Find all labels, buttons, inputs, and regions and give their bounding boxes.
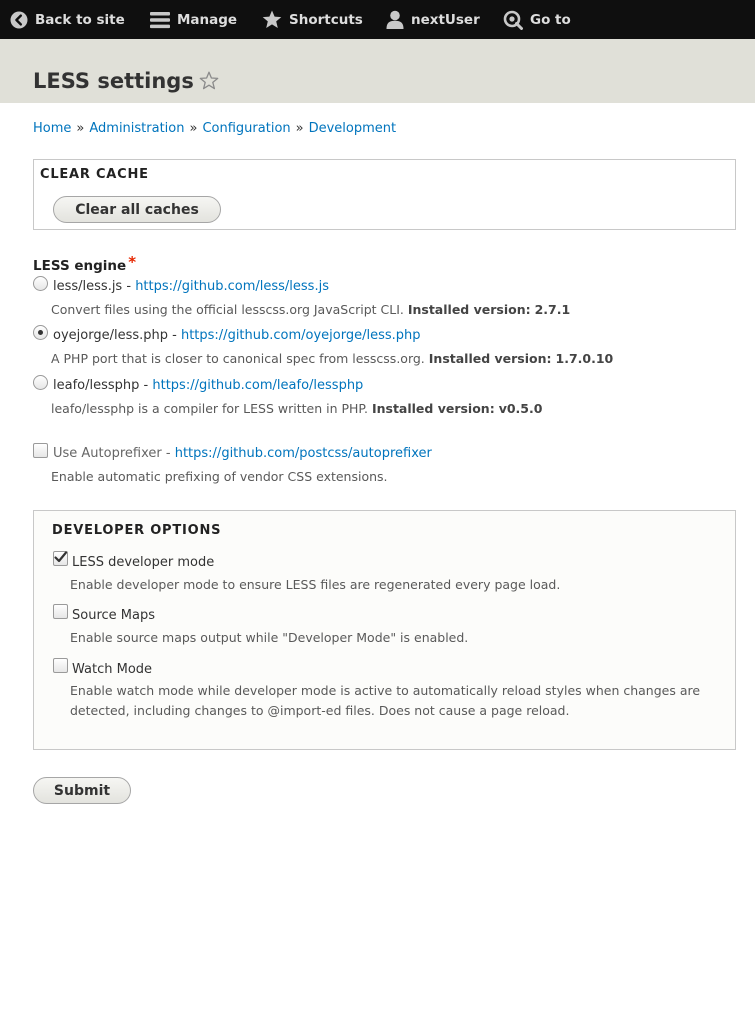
- engine-radio-lessphp-oyejorge[interactable]: [33, 325, 48, 340]
- engine-option-leafo[interactable]: [53, 378, 363, 393]
- submit-button[interactable]: Submit: [33, 777, 131, 804]
- engine-option-description: [51, 302, 570, 317]
- installed-version-label: Installed version:: [371, 401, 495, 416]
- clear-all-caches-button[interactable]: Clear all caches: [53, 196, 221, 223]
- clear-cache-fieldset: [33, 159, 736, 230]
- developer-options-legend: DEVELOPER OPTIONS: [52, 523, 222, 538]
- engine-option-name: oyejorge/less.php: [53, 328, 168, 343]
- breadcrumb-separator: »: [295, 121, 304, 136]
- shortcuts-label: Shortcuts: [289, 11, 363, 28]
- watch-mode-description: Enable watch mode while developer mode is active to automatically reload styles when changes are detected, including changes to @import-ed files. Does not cause a page reload.: [70, 683, 701, 718]
- engine-option-link[interactable]: https://github.com/less/less.js: [135, 279, 329, 294]
- favorite-star-icon[interactable]: [199, 71, 219, 90]
- engine-option-desc-text: A PHP port that is closer to canonical spec from lesscss.org.: [51, 351, 425, 366]
- back-to-site-link[interactable]: [10, 0, 125, 39]
- less-engine-label: [33, 253, 137, 274]
- goto-icon: [503, 10, 523, 30]
- installed-version-label: Installed version:: [428, 351, 552, 366]
- breadcrumb: [33, 121, 396, 136]
- developer-mode-description: Enable developer mode to ensure LESS files are regenerated every page load.: [70, 577, 561, 592]
- autoprefixer-option[interactable]: [53, 446, 432, 461]
- autoprefixer-description: Enable automatic prefixing of vendor CSS extensions.: [51, 469, 388, 484]
- engine-option-desc-text: Convert files using the official lesscss.org JavaScript CLI.: [51, 302, 404, 317]
- engine-option-link[interactable]: https://github.com/leafo/lessphp: [152, 378, 364, 393]
- watch-mode-checkbox[interactable]: [53, 658, 68, 673]
- chevron-left-circle-icon: [10, 11, 28, 29]
- source-maps-description: Enable source maps output while "Developer Mode" is enabled.: [70, 630, 469, 645]
- breadcrumb-configuration[interactable]: Configuration: [202, 121, 291, 136]
- engine-option-link[interactable]: https://github.com/oyejorge/less.php: [180, 328, 421, 343]
- admin-toolbar: [0, 0, 755, 39]
- manage-menu[interactable]: [150, 0, 237, 39]
- engine-option-separator: -: [139, 378, 153, 393]
- clear-cache-legend: CLEAR CACHE: [40, 167, 149, 182]
- installed-version-value: v0.5.0: [498, 401, 543, 416]
- page-title: LESS settings: [33, 69, 194, 93]
- engine-option-name: less/less.js: [53, 279, 123, 294]
- source-maps-label[interactable]: Source Maps: [72, 608, 155, 623]
- less-engine-label-text: LESS engine: [33, 258, 127, 274]
- source-maps-checkbox[interactable]: [53, 604, 68, 619]
- required-marker: *: [128, 253, 137, 271]
- installed-version-label: Installed version:: [407, 302, 531, 317]
- shortcuts-menu[interactable]: [262, 0, 363, 39]
- user-icon: [386, 10, 404, 29]
- hamburger-icon: [150, 11, 170, 29]
- engine-radio-lessjs[interactable]: [33, 276, 48, 291]
- back-to-site-label: Back to site: [35, 11, 125, 28]
- engine-option-desc-text: leafo/lessphp is a compiler for LESS written in PHP.: [51, 401, 368, 416]
- engine-radio-leafo-lessphp[interactable]: [33, 375, 48, 390]
- autoprefixer-checkbox[interactable]: [33, 443, 48, 458]
- watch-mode-label[interactable]: Watch Mode: [72, 662, 153, 677]
- autoprefixer-label: Use Autoprefixer: [53, 446, 162, 461]
- breadcrumb-separator: »: [189, 121, 198, 136]
- user-menu[interactable]: [386, 0, 480, 39]
- engine-option-oyejorge[interactable]: [53, 328, 421, 343]
- engine-option-description: [51, 401, 542, 416]
- breadcrumb-administration[interactable]: Administration: [89, 121, 185, 136]
- engine-option-lessjs[interactable]: [53, 279, 329, 294]
- installed-version-value: 2.7.1: [534, 302, 571, 317]
- breadcrumb-home[interactable]: Home: [33, 121, 72, 136]
- engine-option-description: [51, 351, 613, 366]
- manage-label: Manage: [177, 11, 238, 28]
- page-header: [0, 39, 755, 103]
- breadcrumb-separator: »: [76, 121, 85, 136]
- autoprefixer-separator: -: [161, 446, 175, 461]
- user-label: nextUser: [411, 11, 480, 28]
- breadcrumb-development[interactable]: Development: [308, 121, 397, 136]
- autoprefixer-link[interactable]: https://github.com/postcss/autoprefixer: [174, 446, 432, 461]
- checkmark-icon: [53, 550, 68, 565]
- installed-version-value: 1.7.0.10: [555, 351, 614, 366]
- goto-label: Go to: [530, 11, 571, 28]
- engine-option-separator: -: [168, 328, 181, 343]
- developer-mode-checkbox[interactable]: [53, 551, 68, 566]
- developer-mode-label[interactable]: LESS developer mode: [72, 555, 215, 570]
- developer-options-fieldset: [33, 510, 736, 750]
- goto-menu[interactable]: [503, 0, 571, 39]
- star-icon: [262, 10, 282, 29]
- engine-option-separator: -: [122, 279, 136, 294]
- engine-option-name: leafo/lessphp: [53, 378, 140, 393]
